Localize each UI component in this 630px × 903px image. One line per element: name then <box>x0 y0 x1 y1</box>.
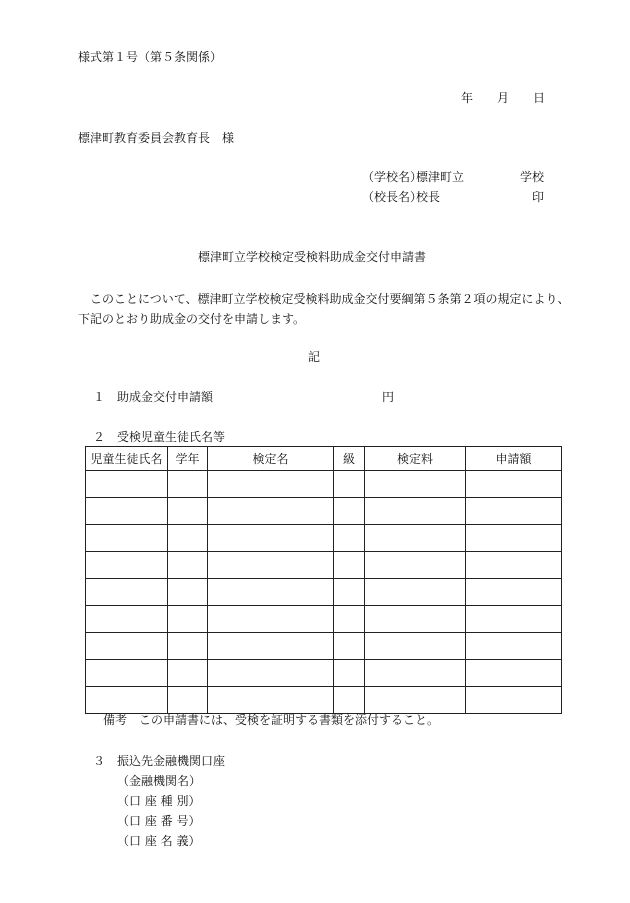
table-cell[interactable] <box>168 687 208 714</box>
table-cell[interactable] <box>208 525 334 552</box>
table-cell[interactable] <box>334 498 365 525</box>
table-header-row <box>86 447 562 471</box>
table-cell[interactable] <box>208 471 334 498</box>
body-line-2: 下記のとおり助成金の交付を申請します。 <box>78 312 306 326</box>
principal-label: （校長名） <box>362 190 423 204</box>
section-2-label: ２ 受検児童生徒氏名等 <box>93 430 226 444</box>
table-cell[interactable] <box>466 525 562 552</box>
table-cell[interactable] <box>208 606 334 633</box>
table-cell[interactable] <box>466 633 562 660</box>
applicant-students-table <box>85 446 562 714</box>
table-cell[interactable] <box>466 687 562 714</box>
table-cell[interactable] <box>168 660 208 687</box>
table-cell[interactable] <box>208 579 334 606</box>
table-cell[interactable] <box>365 633 466 660</box>
table-cell[interactable] <box>334 606 365 633</box>
bank-name-label: （金融機関名） <box>117 774 202 788</box>
table-cell[interactable] <box>365 471 466 498</box>
document-title: 標津町立学校検定受検料助成金交付申請書 <box>198 250 427 264</box>
remarks-note: 備考 この申請書には、受検を証明する書類を添付すること。 <box>103 713 440 727</box>
table-cell[interactable] <box>86 471 168 498</box>
table-cell[interactable] <box>334 660 365 687</box>
table-row <box>86 471 562 498</box>
body-line-1: このことについて、標津町立学校検定受検料助成金交付要綱第５条第２項の規定により、 <box>90 292 570 306</box>
addressee: 標津町教育委員会教育長 様 <box>78 131 235 145</box>
table-row <box>86 687 562 714</box>
table-cell[interactable] <box>168 606 208 633</box>
table-cell[interactable] <box>86 606 168 633</box>
table-cell[interactable] <box>168 498 208 525</box>
seal-mark: 印 <box>532 190 545 204</box>
table-row <box>86 660 562 687</box>
table-cell[interactable] <box>86 525 168 552</box>
table-cell[interactable] <box>365 525 466 552</box>
account-type-label: （口 座 種 別） <box>117 794 201 808</box>
school-suffix: 学校 <box>520 170 545 184</box>
table-cell[interactable] <box>86 660 168 687</box>
table-cell[interactable] <box>208 633 334 660</box>
table-row <box>86 552 562 579</box>
table-cell[interactable] <box>334 471 365 498</box>
account-holder-label: （口 座 名 義） <box>117 834 201 848</box>
table-cell[interactable] <box>334 633 365 660</box>
table-cell[interactable] <box>208 687 334 714</box>
table-cell[interactable] <box>334 579 365 606</box>
table-cell[interactable] <box>168 579 208 606</box>
table-row <box>86 633 562 660</box>
table-row <box>86 606 562 633</box>
table-cell[interactable] <box>334 552 365 579</box>
header-level: 級 <box>334 447 365 471</box>
table-cell[interactable] <box>466 660 562 687</box>
date-day: 日 <box>533 91 546 105</box>
header-exam-fee: 検定料 <box>365 447 466 471</box>
account-number-label: （口 座 番 号） <box>117 814 201 828</box>
date-month: 月 <box>497 91 510 105</box>
header-requested-amount: 申請額 <box>466 447 562 471</box>
table-cell[interactable] <box>86 687 168 714</box>
table-row <box>86 579 562 606</box>
table-cell[interactable] <box>365 552 466 579</box>
table-cell[interactable] <box>208 660 334 687</box>
principal-title: 校長 <box>416 190 441 204</box>
table-cell[interactable] <box>86 552 168 579</box>
form-number: 様式第１号（第５条関係） <box>78 50 223 64</box>
table-cell[interactable] <box>168 552 208 579</box>
section-1-label: １ 助成金交付申請額 <box>93 390 214 404</box>
section-1-unit: 円 <box>382 390 395 404</box>
header-student-name: 児童生徒氏名 <box>86 447 168 471</box>
table-cell[interactable] <box>365 498 466 525</box>
table-cell[interactable] <box>86 579 168 606</box>
table-cell[interactable] <box>466 606 562 633</box>
table-row <box>86 498 562 525</box>
table-row <box>86 525 562 552</box>
table-cell[interactable] <box>334 687 365 714</box>
table-cell[interactable] <box>365 687 466 714</box>
table-cell[interactable] <box>466 579 562 606</box>
table-cell[interactable] <box>466 552 562 579</box>
date-year: 年 <box>461 91 474 105</box>
table-cell[interactable] <box>365 606 466 633</box>
table-cell[interactable] <box>466 471 562 498</box>
table-cell[interactable] <box>365 660 466 687</box>
ki-heading: 記 <box>308 350 321 364</box>
table-cell[interactable] <box>365 579 466 606</box>
section-3-label: ３ 振込先金融機関口座 <box>93 754 226 768</box>
table-cell[interactable] <box>168 633 208 660</box>
table-cell[interactable] <box>208 552 334 579</box>
table-cell[interactable] <box>466 498 562 525</box>
table-cell[interactable] <box>86 633 168 660</box>
school-prefix: 標津町立 <box>416 170 465 184</box>
header-grade: 学年 <box>168 447 208 471</box>
table-cell[interactable] <box>208 498 334 525</box>
table-cell[interactable] <box>168 525 208 552</box>
table-cell[interactable] <box>334 525 365 552</box>
school-label: （学校名） <box>362 170 423 184</box>
table-cell[interactable] <box>168 471 208 498</box>
header-exam-name: 検定名 <box>208 447 334 471</box>
table-cell[interactable] <box>86 498 168 525</box>
